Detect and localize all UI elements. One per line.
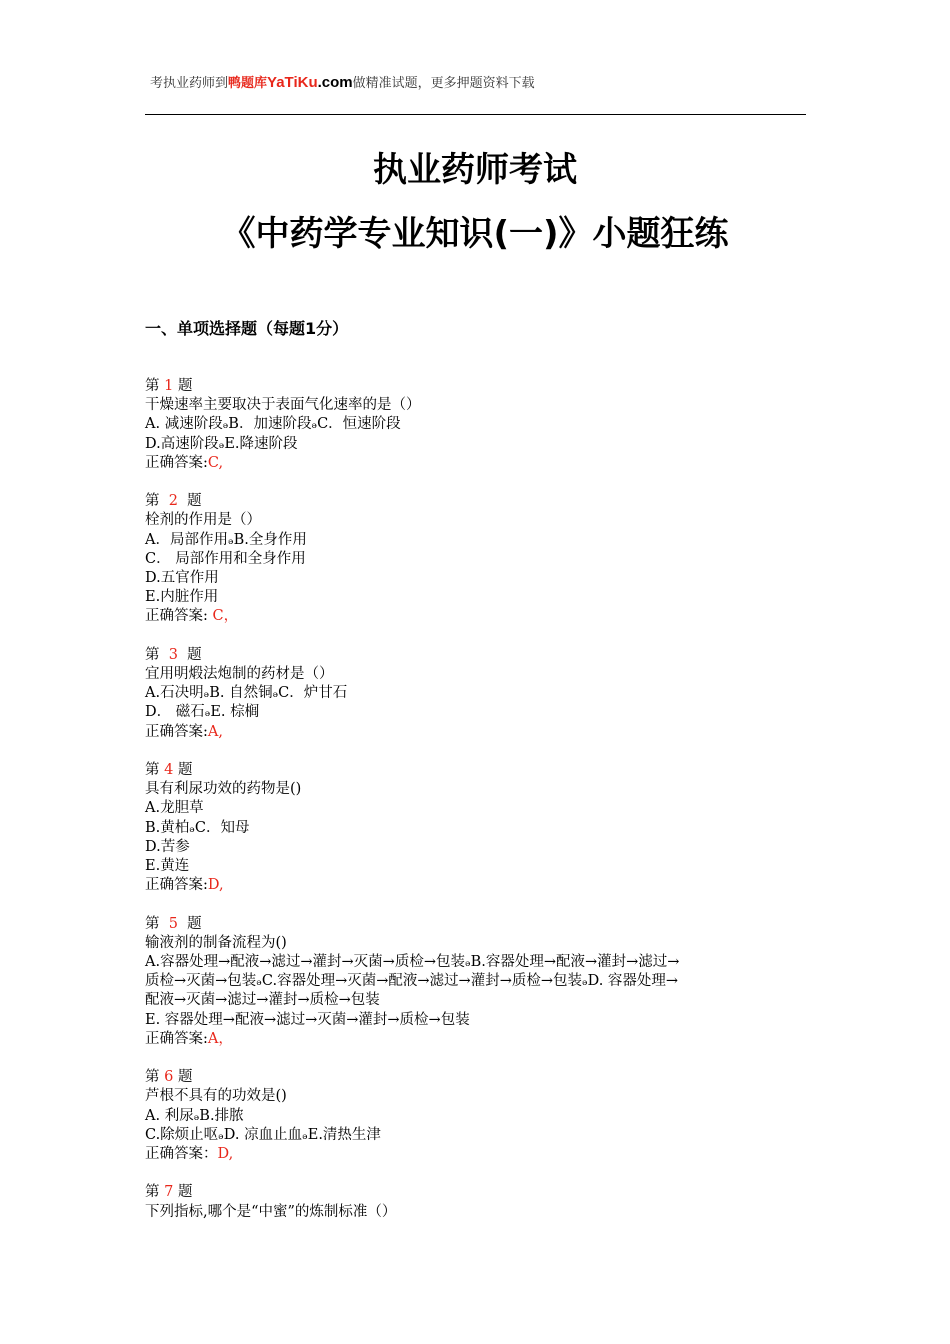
answer-value: C， bbox=[212, 608, 239, 625]
page-subtitle: 《中药学专业知识(一)》小题狂练 bbox=[221, 214, 729, 254]
brand-name-cn[interactable]: 鸭题库 bbox=[228, 76, 268, 91]
option-line: D.高速阶段ₔE.降速阶段 bbox=[145, 435, 298, 452]
option-line: A．局部作用ₔB.全身作用 bbox=[145, 531, 307, 548]
banner-prefix: 考执业药师到 bbox=[150, 76, 229, 91]
question-number bbox=[145, 377, 805, 396]
answer-label: 正确答案: bbox=[145, 723, 208, 740]
question-number-value: 3 bbox=[168, 646, 178, 663]
question-stem: 干燥速率主要取决于表面气化速率的是（） bbox=[145, 397, 421, 414]
option-line: E.黄连 bbox=[145, 858, 190, 875]
question-stem: 芦根不具有的功效是() bbox=[145, 1088, 287, 1105]
question-list bbox=[145, 377, 805, 1241]
question-number bbox=[145, 761, 805, 780]
question-stem: 栓剂的作用是（） bbox=[145, 512, 261, 529]
answer-line bbox=[145, 454, 805, 473]
question-number-suffix: 题 bbox=[177, 915, 202, 932]
question-number bbox=[145, 646, 805, 665]
option-line: A. 利尿ₔB.排脓 bbox=[145, 1107, 244, 1124]
option-line: 质检→灭菌→包装ₔC.容器处理→灭菌→配液→滤过→灌封→质检→包装ₔD. 容器处理→ bbox=[145, 973, 679, 990]
answer-line bbox=[145, 607, 805, 626]
question-number-value: 2 bbox=[168, 493, 178, 510]
answer-line bbox=[145, 723, 805, 742]
question-number bbox=[145, 1068, 805, 1087]
answer-label: 正确答案: bbox=[145, 454, 208, 471]
answer-value: D, bbox=[217, 1146, 234, 1163]
option-line: 配液→灭菌→滤过→灌封→质检→包装 bbox=[145, 992, 380, 1009]
option-line: A.石决明ₔB. 自然铜ₔC．炉甘石 bbox=[145, 685, 348, 702]
question-number-suffix: 题 bbox=[173, 378, 193, 394]
answer-label: 正确答案: bbox=[145, 608, 213, 625]
question-number-prefix: 第 bbox=[145, 915, 169, 932]
answer-line bbox=[145, 1030, 805, 1049]
question-number bbox=[145, 1183, 805, 1202]
question-number-value: 4 bbox=[164, 762, 174, 779]
section-heading: 一、单项选择题（每题1分） bbox=[145, 319, 349, 338]
question-number-suffix: 题 bbox=[177, 646, 202, 663]
brand-name-en[interactable]: YaTiKu bbox=[267, 74, 318, 91]
question-number-prefix: 第 bbox=[145, 762, 165, 779]
option-line: D． 磁石ₔE. 棕榈 bbox=[145, 704, 260, 721]
question-number-prefix: 第 bbox=[145, 1184, 165, 1201]
question-number bbox=[145, 915, 805, 934]
answer-label: 正确答案: bbox=[145, 1030, 208, 1047]
page-title: 执业药师考试 bbox=[373, 150, 577, 190]
option-line: A. 减速阶段ₔB．加速阶段ₔC．恒速阶段 bbox=[145, 416, 401, 433]
question-number-prefix: 第 bbox=[145, 493, 169, 510]
question-block bbox=[145, 377, 805, 473]
option-line: E. 容器处理→配液→滤过→灭菌→灌封→质检→包装 bbox=[145, 1011, 470, 1028]
question-number-suffix: 题 bbox=[177, 493, 202, 510]
option-line: D.苦参 bbox=[145, 838, 190, 855]
question-number-suffix: 题 bbox=[173, 1069, 193, 1086]
option-line: C． 局部作用和全身作用 bbox=[145, 550, 306, 567]
answer-value: A, bbox=[207, 723, 223, 740]
answer-value: A， bbox=[207, 1030, 233, 1047]
option-line: D.五官作用 bbox=[145, 570, 219, 587]
question-block bbox=[145, 1068, 805, 1164]
question-stem: 宜用明煅法炮制的药材是（） bbox=[145, 666, 334, 683]
answer-line bbox=[145, 876, 805, 895]
option-line: C.除烦止呕ₔD. 凉血止血ₔE.清热生津 bbox=[145, 1126, 381, 1143]
header-divider bbox=[145, 114, 806, 115]
site-banner bbox=[150, 72, 535, 91]
answer-label: 正确答案: bbox=[145, 877, 208, 894]
question-stem: 输液剂的制备流程为() bbox=[145, 934, 287, 951]
banner-suffix: 做精准试题，更多押题资料下载 bbox=[352, 76, 535, 91]
question-number-value: 7 bbox=[164, 1184, 174, 1201]
question-number-suffix: 题 bbox=[173, 762, 193, 779]
question-block bbox=[145, 492, 805, 626]
question-number bbox=[145, 492, 805, 511]
question-number-value: 6 bbox=[164, 1069, 174, 1086]
option-line: B.黄柏ₔC．知母 bbox=[145, 819, 250, 836]
question-stem: 下列指标,哪个是“中蜜”的炼制标准（） bbox=[145, 1203, 397, 1220]
question-number-prefix: 第 bbox=[145, 646, 169, 663]
answer-label: 正确答案： bbox=[145, 1146, 218, 1163]
question-block bbox=[145, 646, 805, 742]
question-number-value: 5 bbox=[168, 915, 178, 932]
question-number-value: 1 bbox=[164, 378, 174, 394]
answer-value: D, bbox=[207, 877, 224, 894]
option-line: A.龙胆草 bbox=[145, 800, 204, 817]
question-block bbox=[145, 915, 805, 1049]
option-line: A.容器处理→配液→滤过→灌封→灭菌→质检→包装ₔB.容器处理→配液→灌封→滤过→ bbox=[145, 954, 680, 971]
answer-line bbox=[145, 1145, 805, 1164]
question-stem: 具有利尿功效的药物是() bbox=[145, 781, 302, 798]
question-number-prefix: 第 bbox=[145, 378, 165, 394]
answer-value: C, bbox=[207, 454, 224, 471]
question-number-prefix: 第 bbox=[145, 1069, 165, 1086]
question-number-suffix: 题 bbox=[173, 1184, 193, 1201]
option-line: E.内脏作用 bbox=[145, 589, 219, 606]
question-block bbox=[145, 761, 805, 895]
brand-domain[interactable]: .com bbox=[317, 74, 353, 91]
question-block bbox=[145, 1183, 805, 1221]
